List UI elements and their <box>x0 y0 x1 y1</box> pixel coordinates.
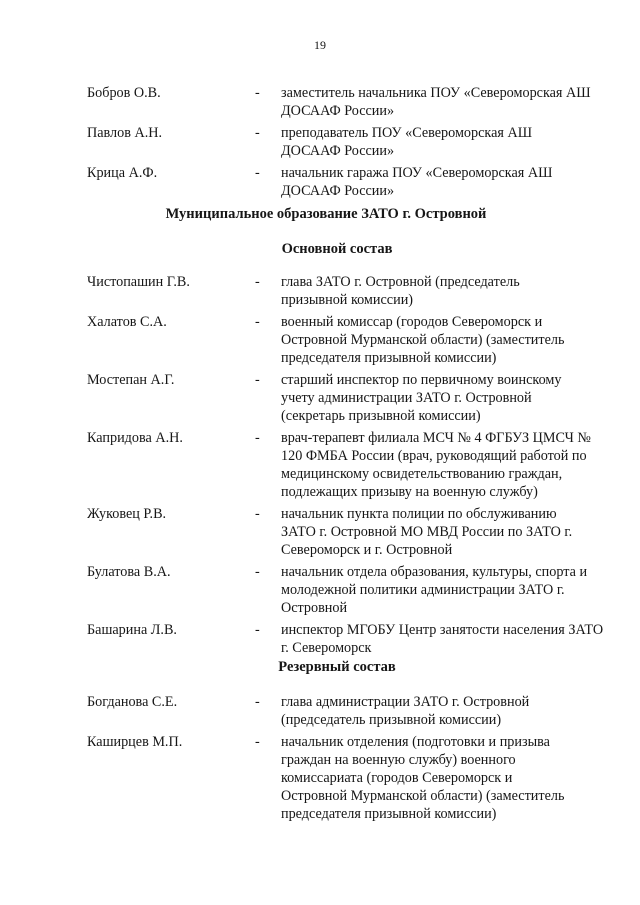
main-entries-list <box>0 273 640 657</box>
member-role: преподаватель ПОУ «Североморская АШ ДОСААФ России» <box>281 125 533 159</box>
member-entry <box>0 429 640 501</box>
member-entry <box>0 313 640 367</box>
member-role: глава администрации ЗАТО г. Островной (председатель призывной комиссии) <box>281 694 530 728</box>
member-name: Павлов А.Н. <box>87 125 163 141</box>
member-name: Капридова А.Н. <box>87 430 183 446</box>
member-entry <box>0 273 640 309</box>
member-name: Булатова В.А. <box>87 564 171 580</box>
member-name: Бобров О.В. <box>87 85 161 101</box>
member-entry <box>0 124 640 160</box>
separator-dash: - <box>255 506 260 522</box>
member-entry <box>0 505 640 559</box>
member-name: Богданова С.Е. <box>87 694 178 710</box>
member-entry <box>0 84 640 120</box>
member-role: начальник пункта полиции по обслуживанию ЗАТО г. Островной МО МВД России по ЗАТО г. Североморск и г. Островной <box>281 506 573 558</box>
municipality-section <box>0 205 640 223</box>
reserve-composition-section <box>0 658 640 676</box>
member-role: начальник гаража ПОУ «Североморская АШ ДОСААФ России» <box>281 165 553 199</box>
separator-dash: - <box>255 85 260 101</box>
member-entry <box>0 164 640 200</box>
member-name: Халатов С.А. <box>87 314 167 330</box>
member-role: врач-терапевт филиала МСЧ № 4 ФГБУЗ ЦМСЧ № 120 ФМБА России (врач, руководящий работой по медицинскому освидетельствованию граждан, подлежащих призыву на военную службу) <box>281 430 591 500</box>
municipality-heading: Муниципальное образование ЗАТО г. Островной <box>165 206 487 222</box>
reserve-entries-list <box>0 693 640 823</box>
member-role: начальник отдела образования, культуры, спорта и молодежной политики администрации ЗАТО г. Островной <box>281 564 588 616</box>
separator-dash: - <box>255 734 260 750</box>
member-name: Башарина Л.В. <box>87 622 177 638</box>
member-role: глава ЗАТО г. Островной (председатель призывной комиссии) <box>281 274 520 308</box>
member-entry <box>0 563 640 617</box>
member-entry <box>0 693 640 729</box>
separator-dash: - <box>255 274 260 290</box>
member-name: Жуковец Р.В. <box>87 506 167 522</box>
member-entry <box>0 733 640 823</box>
separator-dash: - <box>255 622 260 638</box>
page-number: 19 <box>314 38 326 52</box>
separator-dash: - <box>255 125 260 141</box>
separator-dash: - <box>255 694 260 710</box>
member-name: Чистопашин Г.В. <box>87 274 190 290</box>
member-role: начальник отделения (подготовки и призыва граждан на военную службу) военного комиссариата (городов Североморск и Островной Мурманской области) (заместитель председателя призывной комиссии) <box>281 734 565 822</box>
member-role: инспектор МГОБУ Центр занятости населения ЗАТО г. Североморск <box>281 622 604 656</box>
member-role: заместитель начальника ПОУ «Североморская АШ ДОСААФ России» <box>281 85 591 119</box>
member-role: военный комиссар (городов Североморск и Островной Мурманской области) (заместитель председателя призывной комиссии) <box>281 314 565 366</box>
member-entry <box>0 621 640 657</box>
member-name: Крица А.Ф. <box>87 165 158 181</box>
top-entries-list <box>0 84 640 200</box>
member-name: Мостепан А.Г. <box>87 372 175 388</box>
separator-dash: - <box>255 165 260 181</box>
member-entry <box>0 371 640 425</box>
main-composition-heading: Основной состав <box>281 241 393 257</box>
reserve-composition-heading: Резервный состав <box>278 659 396 675</box>
member-name: Каширцев М.П. <box>87 734 183 750</box>
separator-dash: - <box>255 372 260 388</box>
separator-dash: - <box>255 314 260 330</box>
main-composition-section <box>0 240 640 258</box>
member-role: старший инспектор по первичному воинскому учету администрации ЗАТО г. Островной (секретарь призывной комиссии) <box>281 372 562 424</box>
separator-dash: - <box>255 430 260 446</box>
separator-dash: - <box>255 564 260 580</box>
